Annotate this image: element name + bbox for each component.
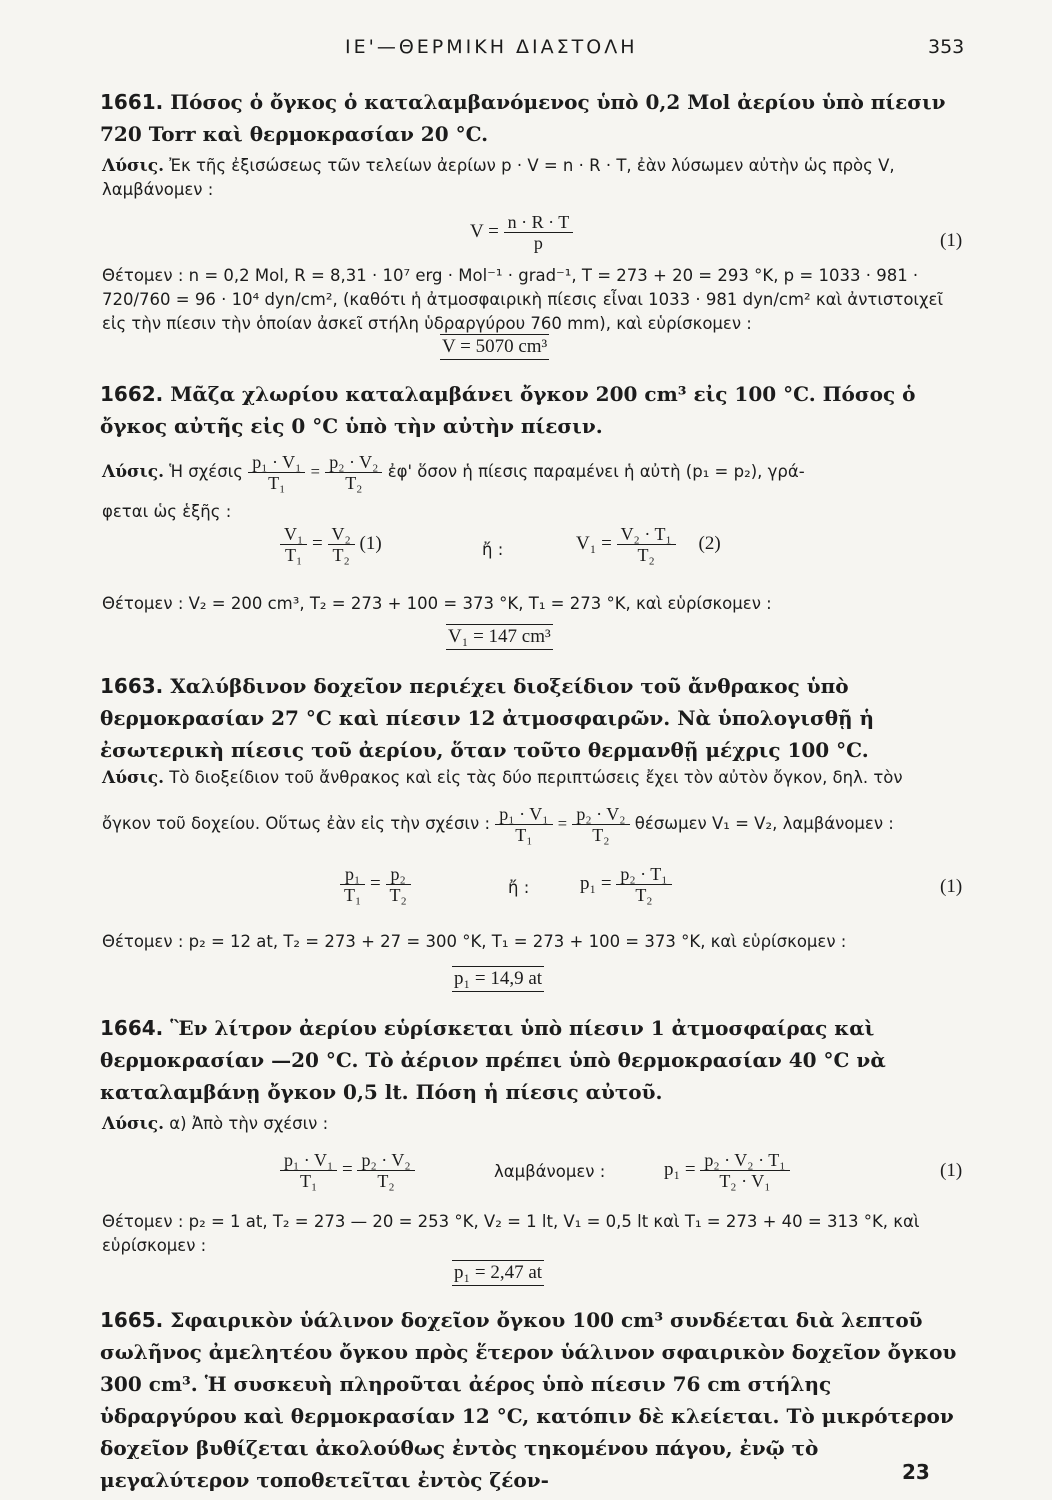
problem-1662-given: Θέτομεν : V₂ = 200 cm³, T₂ = 273 + 100 = 373 °K, T₁ = 273 °K, καὶ εὑρίσκομεν : <box>102 594 772 613</box>
problem-1661-statement <box>100 86 965 150</box>
problem-1663-solution-line1 <box>102 766 972 790</box>
solution-text: Ἡ σχέσις <box>169 462 243 481</box>
fraction <box>617 524 676 565</box>
frac-num: V₁ <box>280 524 307 545</box>
equation-1663-2 <box>580 864 672 905</box>
problem-number: 1664. <box>100 1016 164 1040</box>
frac-num: p₂ · T₁ <box>616 864 671 885</box>
fraction <box>357 1150 414 1191</box>
frac-num: V₂ · T₁ <box>617 524 676 545</box>
chapter-title: ΙΕ'—ΘΕΡΜΙΚΗ ΔΙΑΣΤΟΛΗ <box>345 36 638 58</box>
frac-den: T₂ <box>637 545 655 565</box>
frac-num: p₂ · V₂ <box>357 1150 414 1171</box>
fraction <box>504 212 574 253</box>
frac-den: T₁ <box>285 545 303 565</box>
frac-num: p₂ · V₂ <box>572 804 629 825</box>
problem-text: Χαλύβδινον δοχεῖον περιέχει διοξείδιον τοῦ ἄνθρακος ὑπὸ θερμοκρασίαν 27 °C καὶ πίεσιν 12 ἀτμοσφαιρῶν. Νὰ ὑπολογισθῇ ἡ ἐσωτερικὴ πίεσις τοῦ ἀερίου, ὅταν τοῦτο θερμανθῇ μέχρις 100 °C. <box>100 674 875 762</box>
equation-1662-1 <box>280 524 382 565</box>
problem-1662-solution-line1 <box>102 452 972 493</box>
frac-den: T₂ <box>635 885 653 905</box>
problem-1664-result: p₁ = 2,47 at <box>452 1260 544 1286</box>
frac-num: p₂ <box>386 864 411 885</box>
problem-1661-result: V = 5070 cm³ <box>440 334 549 360</box>
problem-1664-statement <box>100 1012 965 1108</box>
problem-number: 1661. <box>100 90 164 114</box>
solution-text: θέσωμεν V₁ = V₂, λαμβάνομεν : <box>634 814 894 833</box>
solution-label: Λύσις. <box>102 462 165 482</box>
equation-1662-2 <box>576 524 721 565</box>
problem-1662-result: V₁ = 147 cm³ <box>446 624 553 650</box>
problem-number: 1665. <box>100 1308 164 1332</box>
solution-label: Λύσις. <box>102 1114 165 1134</box>
problem-number: 1663. <box>100 674 164 698</box>
equals: = <box>310 462 320 481</box>
fraction <box>386 864 411 905</box>
page-number: 353 <box>928 36 965 58</box>
problem-1664-given: Θέτομεν : p₂ = 1 at, T₂ = 273 — 20 = 253 °K, V₂ = 1 lt, V₁ = 0,5 lt καὶ T₁ = 273 + 40 = 313 °K, καὶ εὑρίσκομεν : <box>102 1212 920 1255</box>
problem-1665-statement <box>100 1304 965 1496</box>
frac-den: T₂ <box>592 825 610 845</box>
problem-text: Πόσος ὁ ὄγκος ὁ καταλαμβανόμενος ὑπὸ 0,2 Mol ἀερίου ὑπὸ πίεσιν 720 Torr καὶ θερμοκρασίαν 20 °C. <box>100 90 946 146</box>
solution-text: Τὸ διοξείδιον τοῦ ἄνθρακος καὶ εἰς τὰς δύο περιπτώσεις ἔχει τὸν αὐτὸν ὄγκον, δηλ. τὸν <box>169 768 903 787</box>
eq-label: (1) <box>940 230 963 251</box>
solution-text: ὄγκον τοῦ δοχείου. Οὕτως ἐὰν εἰς τὴν σχέσιν : <box>102 814 491 833</box>
fraction <box>495 804 552 845</box>
fraction <box>700 1150 789 1191</box>
fraction <box>340 864 365 905</box>
frac-num: p₂ · V₂ <box>325 452 382 473</box>
running-header <box>0 36 1052 60</box>
problem-1663-result: p₁ = 14,9 at <box>452 966 544 992</box>
equals: = <box>341 1158 353 1180</box>
frac-num: n · R · T <box>504 212 574 233</box>
frac-den: T₂ <box>377 1171 395 1191</box>
problem-1663-solution-line2 <box>102 804 972 845</box>
fraction <box>572 804 629 845</box>
solution-label: Λύσις. <box>102 768 165 788</box>
equation-1664-2 <box>664 1150 790 1191</box>
eq-lhs: p₁ = <box>664 1158 696 1180</box>
eq-lhs: V₁ = <box>576 532 612 554</box>
frac-den: T₂ <box>389 885 407 905</box>
problem-text: Μᾶζα χλωρίου καταλαμβάνει ὄγκον 200 cm³ εἰς 100 °C. Πόσος ὁ ὄγκος αὐτῆς εἰς 0 °C ὑπὸ τὴν αὐτὴν πίεσιν. <box>100 382 916 438</box>
problem-1664-solution-line1 <box>102 1112 328 1136</box>
problem-1662-statement <box>100 378 965 442</box>
takes-word: λαμβάνομεν : <box>494 1162 606 1181</box>
equation-1661-1 <box>470 212 573 253</box>
frac-den: T₁ <box>299 1171 318 1191</box>
or-word: ἤ : <box>482 540 504 559</box>
solution-label: Λύσις. <box>102 156 165 176</box>
eq-label: (1) <box>940 876 963 897</box>
frac-num: p₁ · V₁ <box>495 804 552 825</box>
problem-1663-statement <box>100 670 965 766</box>
problem-text: Ἓν λίτρον ἀερίου εὑρίσκεται ὑπὸ πίεσιν 1 ἀτμοσφαίρας καὶ θερμοκρασίαν —20 °C. Τὸ ἀέριον πρέπει ὑπὸ θερμοκρασίαν 40 °C νὰ καταλαμβάνῃ ὄγκον 0,5 lt. Πόση ἡ πίεσις αὐτοῦ. <box>100 1016 886 1104</box>
problem-text: Σφαιρικὸν ὑάλινον δοχεῖον ὄγκου 100 cm³ συνδέεται διὰ λεπτοῦ σωλῆνος ἀμελητέου ὄγκου πρὸς ἕτερον ὑάλινον σφαιρικὸν δοχεῖον ὄγκου 300 cm³. Ἡ συσκευὴ πληροῦται ἀέρος ὑπὸ πίεσιν 76 cm στήλης ὑδραργύρου καὶ θερμοκρασίαν 12 °C, κατόπιν δὲ κλείεται. Τὸ μικρότερον δοχεῖον βυθίζεται ἀκολούθως ἐντὸς τηκομένου πάγου, ἐνῷ τὸ μεγαλύτερον τοποθετεῖται ἐντὸς ζέον- <box>100 1308 957 1492</box>
fraction <box>280 524 307 565</box>
or-word: ἤ : <box>508 878 530 897</box>
fraction <box>616 864 671 905</box>
frac-den: T₂ <box>345 473 363 493</box>
problem-1661-solution <box>102 154 967 202</box>
frac-num: p₁ · V₁ <box>248 452 305 473</box>
fraction <box>280 1150 337 1191</box>
frac-den: T₂ <box>332 545 350 565</box>
frac-num: V₂ <box>328 524 355 545</box>
frac-den: T₁ <box>344 885 362 905</box>
fraction <box>248 452 305 493</box>
eq-label: (2) <box>698 532 721 554</box>
solution-text: α) Ἀπὸ τὴν σχέσιν : <box>169 1114 329 1133</box>
problem-1662-solution-line2: φεται ὡς ἑξῆς : <box>102 502 232 521</box>
equation-1664-1 <box>280 1150 415 1191</box>
problem-1663-given: Θέτομεν : p₂ = 12 at, T₂ = 273 + 27 = 300 °K, T₁ = 273 + 100 = 373 °K, καὶ εὑρίσκομεν : <box>102 932 847 951</box>
equation-1663-1 <box>340 864 411 905</box>
frac-den: T₁ <box>515 825 533 845</box>
equals: = <box>312 532 323 554</box>
frac-num: p₂ · V₂ · T₁ <box>700 1150 789 1171</box>
equals: = <box>370 872 381 894</box>
frac-num: p₁ · V₁ <box>280 1150 337 1171</box>
frac-den: p <box>533 233 543 253</box>
frac-den: T₁ <box>268 473 286 493</box>
solution-text: Ἐκ τῆς ἐξισώσεως τῶν τελείων ἀερίων p · V = n · R · T, ἐὰν λύσωμεν αὐτὴν ὡς πρὸς V, λαμβάνομεν : <box>102 156 895 199</box>
eq-lhs: p₁ = <box>580 872 612 894</box>
solution-text: ἐφ' ὅσον ἡ πίεσις παραμένει ἡ αὐτὴ (p₁ = p₂), γρά- <box>387 462 805 481</box>
frac-den: T₂ · V₁ <box>719 1171 771 1191</box>
eq-label: (1) <box>359 532 382 554</box>
equals: = <box>557 814 568 833</box>
frac-num: p₁ <box>340 864 365 885</box>
problem-1661-given: Θέτομεν : n = 0,2 Mol, R = 8,31 · 10⁷ erg · Mol⁻¹ · grad⁻¹, T = 273 + 20 = 293 °K, p = 1033 · 981 · 720/760 = 96 · 10⁴ dyn/cm², (καθότι ἡ ἀτμοσφαιρικὴ πίεσις εἶναι 1033 · 981 dyn/cm² καὶ ἀντιστοιχεῖ εἰς τὴν πίεσιν τὴν ὁποίαν ἀσκεῖ στήλη ὑδραργύρου 760 mm), καὶ εὑρίσκομεν : <box>102 266 944 333</box>
eq-label: (1) <box>940 1160 963 1181</box>
signature-mark: 23 <box>902 1460 930 1484</box>
fraction <box>328 524 355 565</box>
fraction <box>325 452 382 493</box>
problem-number: 1662. <box>100 382 164 406</box>
eq-lhs: V = <box>470 220 499 242</box>
